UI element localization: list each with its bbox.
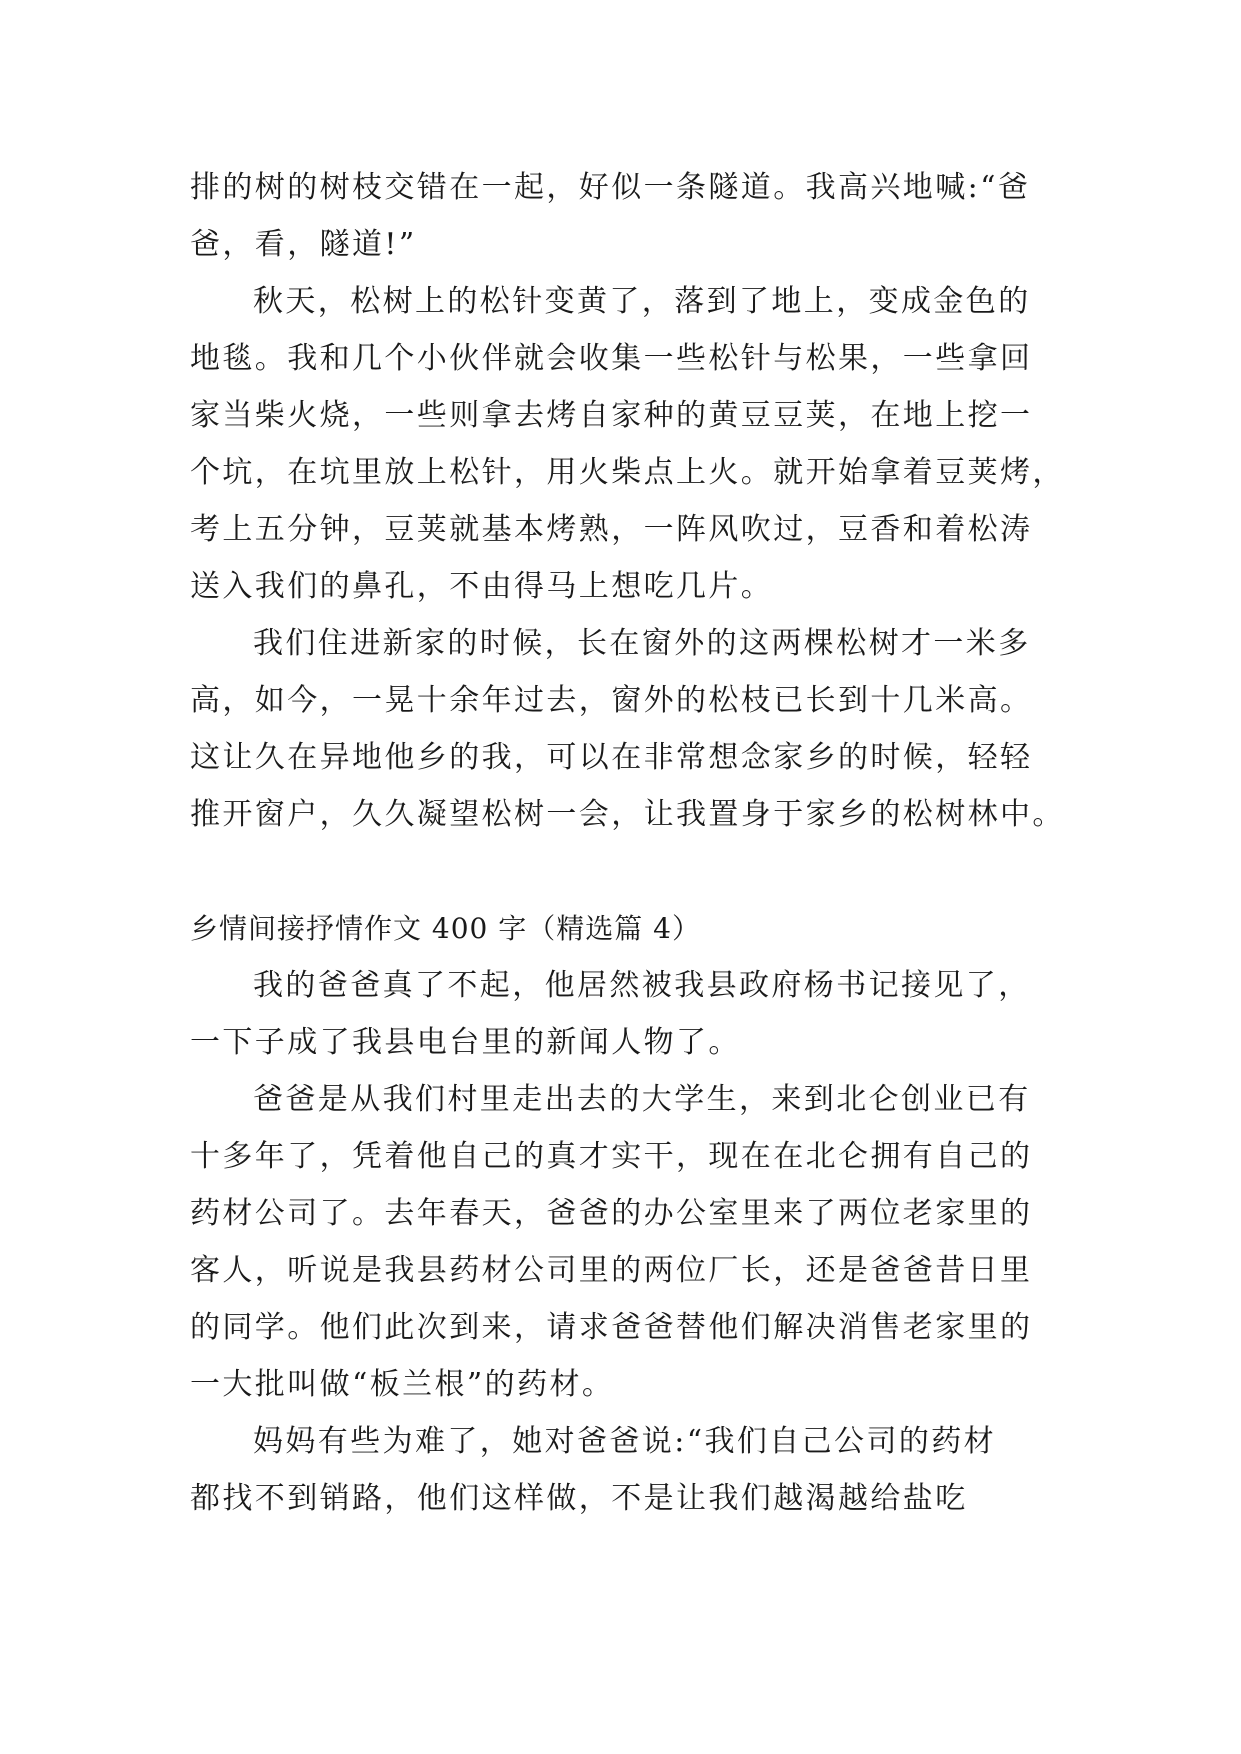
paragraph-start: 我们住进新家的时候，长在窗外的这两棵松树才一米多 xyxy=(253,626,1031,661)
text-line: 这让久在异地他乡的我，可以在非常想念家乡的时候，轻轻 xyxy=(190,740,1033,775)
text-line: 一大批叫做“板兰根”的药材。 xyxy=(190,1367,615,1402)
text-line: 爸，看，隧道!” xyxy=(190,227,417,262)
text-line: 客人，听说是我县药材公司里的两位厂长，还是爸爸昔日里 xyxy=(190,1253,1033,1288)
text-line: 送入我们的鼻孔，不由得马上想吃几片。 xyxy=(190,569,774,604)
paragraph-start: 妈妈有些为难了，她对爸爸说:“我们自己公司的药材 xyxy=(253,1424,997,1459)
paragraph-start: 秋天，松树上的松针变黄了，落到了地上，变成金色的 xyxy=(253,284,1031,319)
text-line: 的同学。他们此次到来，请求爸爸替他们解决消售老家里的 xyxy=(190,1310,1033,1345)
text-line: 都找不到销路，他们这样做，不是让我们越渴越给盐吃 xyxy=(190,1481,968,1516)
text-line: 考上五分钟，豆荚就基本烤熟，一阵风吹过，豆香和着松涛 xyxy=(190,512,1033,547)
text-line: 药材公司了。去年春天，爸爸的办公室里来了两位老家里的 xyxy=(190,1196,1033,1231)
paragraph-start: 我的爸爸真了不起，他居然被我县政府杨书记接见了， xyxy=(253,968,1031,1003)
text-line: 十多年了，凭着他自己的真才实干，现在在北仑拥有自己的 xyxy=(190,1139,1033,1174)
text-line: 排的树的树枝交错在一起，好似一条隧道。我高兴地喊:“爸 xyxy=(190,170,1031,205)
text-line: 个坑，在坑里放上松针，用火柴点上火。就开始拿着豆荚烤， xyxy=(190,455,1065,490)
text-line: 地毯。我和几个小伙伴就会收集一些松针与松果，一些拿回 xyxy=(190,341,1033,376)
text-line: 推开窗户，久久凝望松树一会，让我置身于家乡的松树林中。 xyxy=(190,797,1065,832)
paragraph-start: 爸爸是从我们村里走出去的大学生，来到北仑创业已有 xyxy=(253,1082,1031,1117)
text-line: 一下子成了我县电台里的新闻人物了。 xyxy=(190,1025,741,1060)
section-heading: 乡情间接抒情作文 400 字（精选篇 4） xyxy=(190,912,701,945)
text-line: 家当柴火烧，一些则拿去烤自家种的黄豆豆荚，在地上挖一 xyxy=(190,398,1033,433)
text-line: 高，如今，一晃十余年过去，窗外的松枝已长到十几米高。 xyxy=(190,683,1033,718)
